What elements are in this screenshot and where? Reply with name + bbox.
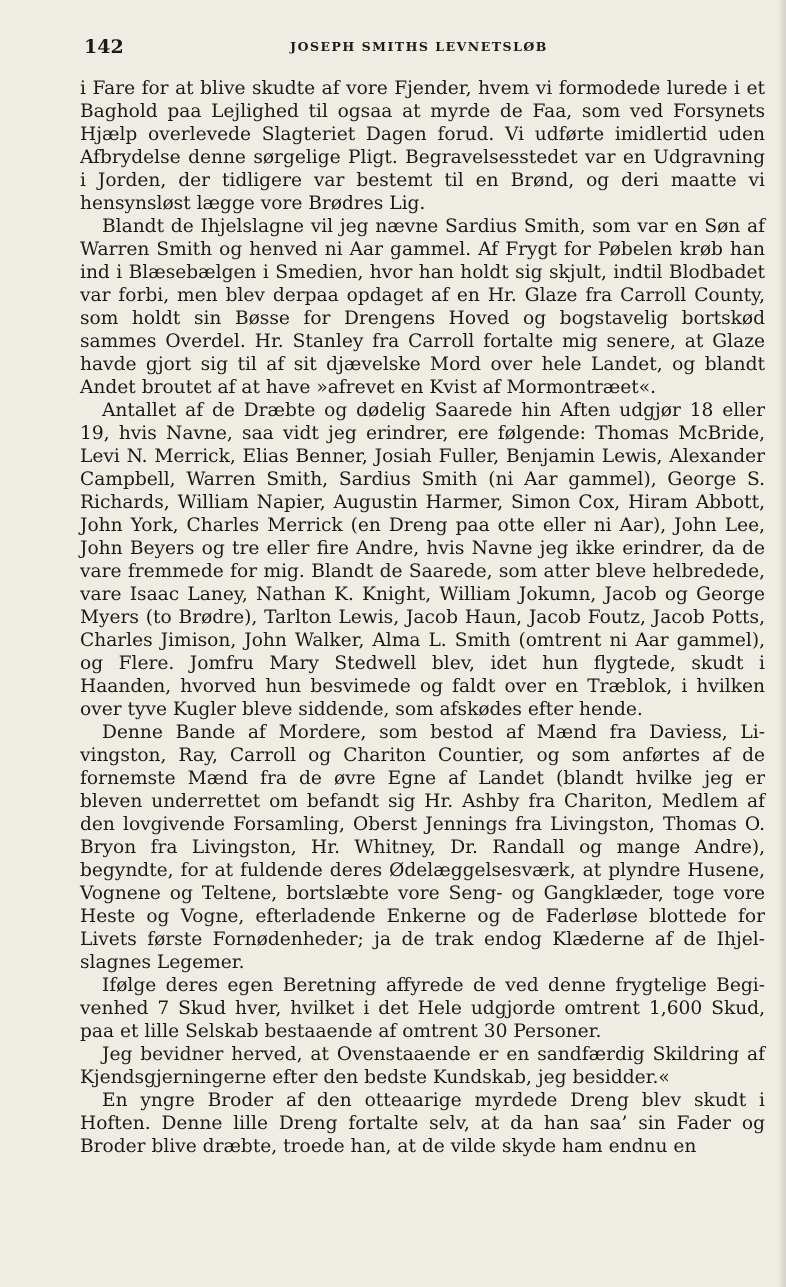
paragraph: En yngre Broder af den otteaarige myrdede Dreng blev skudt i Hoften. Denne lille Dreng fortalte selv, at da han saa’ sin Fader og Broder blive dræbte, troede han, at de vilde skyde ham endnu en xyxy=(80,1090,765,1157)
page-body xyxy=(80,77,765,1158)
paragraph: Jeg bevidner herved, at Ovenstaaende er en sandfærdig Skildring af Kjendsgjerningerne efter den bedste Kundskab, jeg besidder.« xyxy=(80,1044,765,1088)
page-header xyxy=(84,36,754,58)
page-edge-shadow xyxy=(778,0,786,1287)
paragraph: i Fare for at blive skudte af vore Fjender, hvem vi formodede lurede i et Baghold paa Lejlighed til ogsaa at myrde de Faa, som ved Forsynets Hjælp overlevede Slagteriet Dagen forud. Vi udførte imidlertid uden Afbrydelse denne sørgelige Pligt. Begravelsesstedet var en Udgravning i Jorden, der tidligere var bestemt til en Brønd, og deri maatte vi hensynsløst lægge vore Brødres Lig. xyxy=(80,78,765,214)
paragraph: Denne Bande af Mordere, som bestod af Mænd fra Daviess, Livingston, Ray, Carroll og Chariton Countier, og som anførtes af de fornemste Mænd fra de øvre Egne af Landet (blandt hvilke jeg er bleven underrettet om befandt sig Hr. Ashby fra Chariton, Medlem af den lovgivende Forsamling, Oberst Jennings fra Livingston, Thomas O. Bryon fra Livingston, Hr. Whitney, Dr. Randall og mange Andre), begyndte, for at fuldende deres Ødelæggelsesværk, at plyndre Husene, Vognene og Teltene, bortslæbte vore Seng- og Gangklæder, toge vore Heste og Vogne, efterladende Enkerne og de Faderløse blottede for Livets første Fornødenheder; ja de trak endog Klæderne af de Ihjelslagnes Legemer. xyxy=(80,722,765,973)
page-number: 142 xyxy=(84,36,124,58)
paragraph: Blandt de Ihjelslagne vil jeg nævne Sardius Smith, som var en Søn af Warren Smith og henved ni Aar gammel. Af Frygt for Pøbelen krøb han ind i Blæsebælgen i Smedien, hvor han holdt sig skjult, indtil Blodbadet var forbi, men blev derpaa opdaget af en Hr. Glaze fra Carroll County, som holdt sin Bøsse for Drengens Hoved og bogstavelig bortskød sammes Overdel. Hr. Stanley fra Carroll fortalte mig senere, at Glaze havde gjort sig til af sit djævelske Mord over hele Landet, og blandt Andet broutet af at have »afrevet en Kvist af Mormontræet«. xyxy=(80,216,765,398)
running-title: JOSEPH SMITHS LEVNETSLØB xyxy=(290,39,548,54)
paragraph: Antallet af de Dræbte og dødelig Saarede hin Aften udgjør 18 eller 19, hvis Navne, saa vidt jeg erindrer, ere følgende: Thomas McBride, Levi N. Merrick, Elias Benner, Josiah Fuller, Benjamin Lewis, Alexander Campbell, Warren Smith, Sardius Smith (ni Aar gammel), George S. Richards, William Napier, Augustin Harmer, Simon Cox, Hiram Abbott, John York, Charles Merrick (en Dreng paa otte eller ni Aar), John Lee, John Beyers og tre eller fire Andre, hvis Navne jeg ikke erindrer, da de vare fremmede for mig. Blandt de Saarede, som atter bleve helbredede, vare Isaac Laney, Nathan K. Knight, William Jokumn, Jacob og George Myers (to Brødre), Tarlton Lewis, Jacob Haun, Jacob Foutz, Jacob Potts, Charles Jimison, John Walker, Alma L. Smith (omtrent ni Aar gammel), og Flere. Jomfru Mary Stedwell blev, idet hun flygtede, skudt i Haanden, hvorved hun besvimede og faldt over en Træblok, i hvilken over tyve Kugler bleve siddende, som afskødes efter hende. xyxy=(80,400,765,720)
paragraph: Ifølge deres egen Beretning affyrede de ved denne frygtelige Begivenhed 7 Skud hver, hvilket i det Hele udgjorde omtrent 1,600 Skud, paa et lille Selskab bestaaende af omtrent 30 Personer. xyxy=(80,975,765,1042)
